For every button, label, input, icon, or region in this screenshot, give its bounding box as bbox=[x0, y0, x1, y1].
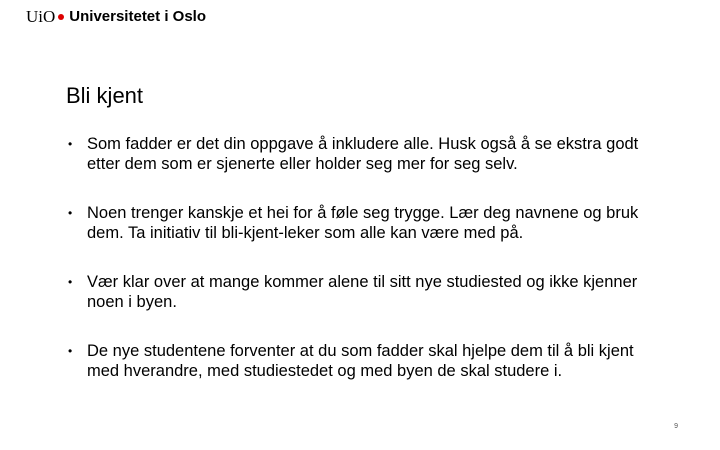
bullet-text: Som fadder er det din oppgave å inkludere alle. Husk også å se ekstra godt etter dem som er sjenerte eller holder seg mer for seg selv. bbox=[87, 135, 639, 173]
page-number: 9 bbox=[674, 423, 678, 430]
bullet-item bbox=[66, 341, 666, 381]
bullet-text: De nye studentene forventer at du som fadder skal hjelpe dem til å bli kjent med hverandre, med studiestedet og med byen de skal studere i. bbox=[87, 342, 634, 380]
logo-dot-icon bbox=[58, 14, 64, 20]
bullet-item bbox=[66, 134, 666, 174]
bullet-list bbox=[66, 134, 666, 410]
bullet-icon: • bbox=[68, 137, 73, 151]
bullet-item bbox=[66, 203, 666, 243]
logo-name: Universitetet i Oslo bbox=[69, 8, 206, 25]
bullet-icon: • bbox=[68, 275, 73, 289]
bullet-text: Noen trenger kanskje et hei for å føle seg trygge. Lær deg navnene og bruk dem. Ta initiativ til bli-kjent-leker som alle kan være med på. bbox=[87, 204, 639, 242]
bullet-icon: • bbox=[68, 344, 73, 358]
bullet-item bbox=[66, 272, 666, 312]
uio-logo bbox=[26, 7, 206, 27]
bullet-icon: • bbox=[68, 206, 73, 220]
bullet-text: Vær klar over at mange kommer alene til sitt nye studiested og ikke kjenner noen i byen. bbox=[87, 273, 638, 311]
logo-mark: UiO bbox=[26, 7, 56, 26]
slide-title: Bli kjent bbox=[66, 83, 144, 108]
